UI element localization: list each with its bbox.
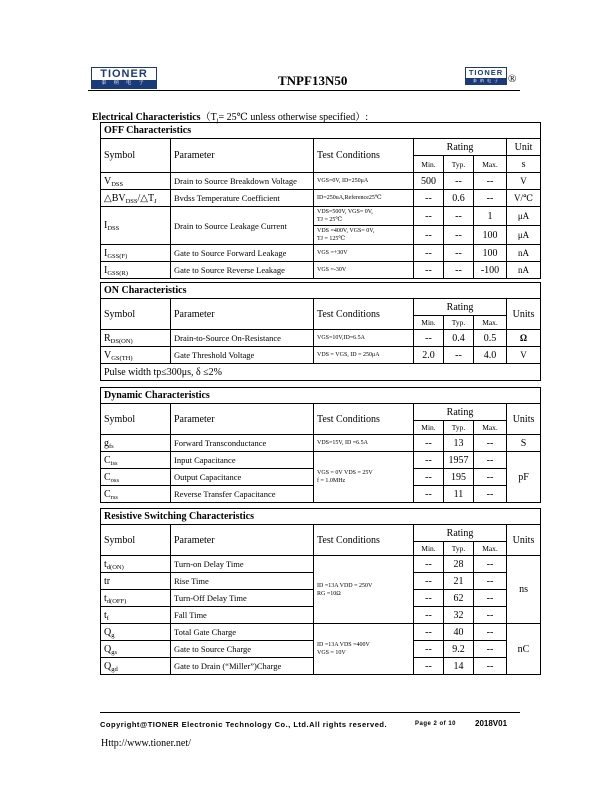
min-cell: -- [414,573,444,590]
min-cell: -- [414,262,444,279]
condition-cell: VGS=10V,ID=6.5A [314,330,414,347]
parameter-cell: Drain-to-Source On-Resistance [171,330,314,347]
typ-cell: -- [444,347,474,364]
parameter-cell: Total Gate Charge [171,624,314,641]
symbol-cell: $C_{rss}$ [101,486,171,503]
on-characteristics-table [100,282,541,381]
table-row [101,624,541,641]
copyright-text: Copyright@TIONER Electronic Technology Co., Ltd.All rights reserved. [100,720,388,729]
typ-cell: 1957 [444,452,474,469]
typ-cell: -- [444,245,474,262]
col-header-symbol: Symbol [101,139,171,173]
unit-cell: nA [507,262,541,279]
symbol-cell: $I_{GSS(R)}$ [101,262,171,279]
logo-text: TIONER [100,68,148,80]
condition-cell: VGS = 0V VDS = 25V f = 1.0MHz [314,452,414,503]
symbol-cell: $Q_g$ [101,624,171,641]
max-cell: 100 [474,226,507,245]
section-heading: Electrical $Characteristics(T_j=$ 25℃ unless otherwise specified）: [92,112,369,124]
col-header-parameter: Parameter [171,299,314,330]
condition-cell: VDS = VGS, ID = 250μA [314,347,414,364]
typ-cell: 32 [444,607,474,624]
version-label: 2018V01 [475,719,508,728]
col-header-min: Min. [414,316,444,330]
min-cell: -- [414,641,444,658]
table-row [101,556,541,573]
col-header-symbol: Symbol [101,299,171,330]
condition-cell: VDS=500V, VGS= 0V, TJ = 25℃ [314,207,414,226]
col-header-typ: Typ. [444,156,474,173]
parameter-cell: Drain to Source Breakdown Voltage [171,173,314,190]
company-logo-left [91,67,157,89]
logo-subtext: 泰 纳 电 子 [92,80,156,88]
table-title: Resistive Switching Characteristics [101,509,541,525]
logo-subtext: 泰 纳 电 子 [466,78,506,84]
col-header-rating: Rating [414,299,507,316]
symbol-cell: $t_{d(ON)}$ [101,556,171,573]
condition-cell: VGS =-30V [314,262,414,279]
unit-cell: pF [507,452,541,503]
typ-cell: 21 [444,573,474,590]
typ-cell: 62 [444,590,474,607]
col-header-max: Max. [474,156,507,173]
registered-mark: ® [508,73,517,85]
condition-cell: ID =13A VDD = 250V RG =10Ω [314,556,414,624]
header-rule [88,90,520,91]
symbol-cell: $t_{d(OFF)}$ [101,590,171,607]
document-title: TNPF13N50 [278,73,348,88]
section-title: Electrical Characteristics [92,112,201,123]
parameter-cell: Gate Threshold Voltage [171,347,314,364]
table-row [101,347,541,364]
unit-cell: nA [507,245,541,262]
dynamic-characteristics-table [100,387,541,503]
max-cell: -- [474,624,507,641]
table-row [101,330,541,347]
max-cell: -- [474,556,507,573]
col-header-max: Max. [474,542,507,556]
min-cell: 500 [414,173,444,190]
typ-cell: 14 [444,658,474,675]
min-cell: -- [414,590,444,607]
condition-cell: ID =13A VDS =400V VGS = 10V [314,624,414,675]
max-cell: 100 [474,245,507,262]
max-cell: -- [474,173,507,190]
symbol-cell: $I_{DSS}$ [101,207,171,245]
unit-cell: nC [507,624,541,675]
max-cell: -- [474,452,507,469]
typ-cell: 13 [444,435,474,452]
unit-cell: Ω [507,330,541,347]
parameter-cell: Drain to Source Leakage Current [171,207,314,245]
max-cell: 1 [474,207,507,226]
parameter-cell: Gate to Source Charge [171,641,314,658]
typ-cell: 195 [444,469,474,486]
max-cell: 4.0 [474,347,507,364]
typ-cell: -- [444,207,474,226]
pulse-width-note: Pulse width tp≤300μs, δ ≤2% [101,364,541,381]
max-cell: -- [474,486,507,503]
col-header-unit-s: s [507,156,541,173]
max-cell: -- [474,435,507,452]
col-header-unit: Unit [507,139,541,156]
unit-cell: V/℃ [507,190,541,207]
max-cell: -- [474,607,507,624]
typ-cell: -- [444,262,474,279]
company-logo-right [465,67,507,85]
min-cell: -- [414,245,444,262]
footer-rule [100,712,520,713]
table-row [101,190,541,207]
parameter-cell: Forward Transconductance [171,435,314,452]
parameter-cell: Output Capacitance [171,469,314,486]
table-title: Dynamic Characteristics [101,388,541,404]
max-cell: -- [474,573,507,590]
symbol-cell: $C_{iss}$ [101,452,171,469]
off-characteristics-table [100,122,541,279]
table-row [101,262,541,279]
col-header-typ: Typ. [444,316,474,330]
col-header-rating: Rating [414,139,507,156]
col-header-typ: Typ. [444,421,474,435]
unit-cell: V [507,347,541,364]
condition-cell: VDS=15V, ID =6.5A [314,435,414,452]
parameter-cell: Bvdss Temperature Coefficient [171,190,314,207]
typ-cell: -- [444,173,474,190]
typ-cell: -- [444,226,474,245]
min-cell: -- [414,207,444,226]
min-cell: -- [414,469,444,486]
parameter-cell: Fall Time [171,607,314,624]
parameter-cell: Turn-Off Delay Time [171,590,314,607]
logo-text: TIONER [468,68,504,77]
symbol-cell: $R_{DS(ON)}$ [101,330,171,347]
page-number: Page 2 of 10 [415,721,457,727]
col-header-units: Units [507,525,541,556]
col-header-parameter: Parameter [171,404,314,435]
min-cell: -- [414,486,444,503]
col-header-conditions: Test Conditions [314,404,414,435]
min-cell: -- [414,452,444,469]
condition-cell: VGS =+30V [314,245,414,262]
parameter-cell: Gate to Source Forward Leakage [171,245,314,262]
table-title: ON Characteristics [101,283,541,299]
max-cell: -- [474,469,507,486]
typ-cell: 0.6 [444,190,474,207]
min-cell: -- [414,624,444,641]
col-header-max: Max. [474,421,507,435]
symbol-cell: $V_{GS(TH)}$ [101,347,171,364]
max-cell: -100 [474,262,507,279]
parameter-cell: Input Capacitance [171,452,314,469]
col-header-conditions: Test Conditions [314,299,414,330]
col-header-max: Max. [474,316,507,330]
unit-cell: V [507,173,541,190]
table-row [101,452,541,469]
unit-cell: ns [507,556,541,624]
symbol-cell: $V_{DSS}$ [101,173,171,190]
min-cell: -- [414,226,444,245]
symbol-cell: $I_{GSS(F)}$ [101,245,171,262]
parameter-cell: Gate to Source Reverse Leakage [171,262,314,279]
symbol-cell: $t_f$ [101,607,171,624]
switching-characteristics-table [100,508,541,675]
table-row [101,245,541,262]
min-cell: -- [414,556,444,573]
typ-cell: 28 [444,556,474,573]
table-title: OFF Characteristics [101,123,541,139]
parameter-cell: Rise Time [171,573,314,590]
condition-cell: ID=250uA,Reference25℃ [314,190,414,207]
max-cell: 0.5 [474,330,507,347]
col-header-min: Min. [414,421,444,435]
min-cell: -- [414,330,444,347]
col-header-units: Units [507,299,541,330]
col-header-rating: Rating [414,525,507,542]
col-header-units: Units [507,404,541,435]
min-cell: -- [414,190,444,207]
table-row [101,435,541,452]
symbol-cell: $Q_{gs}$ [101,641,171,658]
website-link[interactable]: Http://www.tioner.net/ [101,738,191,749]
condition-cell: VDS =400V, VGS= 0V, TJ = 125℃ [314,226,414,245]
col-header-parameter: Parameter [171,139,314,173]
min-cell: -- [414,607,444,624]
col-header-symbol: Symbol [101,404,171,435]
col-header-conditions: Test Conditions [314,139,414,173]
col-header-rating: Rating [414,404,507,421]
symbol-cell: tr [101,573,171,590]
unit-cell: S [507,435,541,452]
min-cell: 2.0 [414,347,444,364]
parameter-cell: Gate to Drain (“Miller”)Charge [171,658,314,675]
table-row [101,173,541,190]
min-cell: -- [414,435,444,452]
max-cell: -- [474,658,507,675]
unit-cell: μA [507,226,541,245]
col-header-typ: Typ. [444,542,474,556]
unit-cell: μA [507,207,541,226]
typ-cell: 0.4 [444,330,474,347]
parameter-cell: Turn-on Delay Time [171,556,314,573]
max-cell: -- [474,641,507,658]
typ-cell: 9.2 [444,641,474,658]
table-row [101,207,541,226]
max-cell: -- [474,590,507,607]
symbol-cell: $\triangle BV_{DSS}/\triangle T_J$ [101,190,171,207]
min-cell: -- [414,658,444,675]
symbol-cell: $C_{oss}$ [101,469,171,486]
max-cell: -- [474,190,507,207]
col-header-min: Min. [414,156,444,173]
condition-cell: VGS=0V, ID=250μA [314,173,414,190]
typ-cell: 40 [444,624,474,641]
typ-cell: 11 [444,486,474,503]
parameter-cell: Reverse Transfer Capacitance [171,486,314,503]
col-header-min: Min. [414,542,444,556]
symbol-cell: $Q_{gd}$ [101,658,171,675]
col-header-parameter: Parameter [171,525,314,556]
col-header-conditions: Test Conditions [314,525,414,556]
symbol-cell: $g_{fs}$ [101,435,171,452]
col-header-symbol: Symbol [101,525,171,556]
